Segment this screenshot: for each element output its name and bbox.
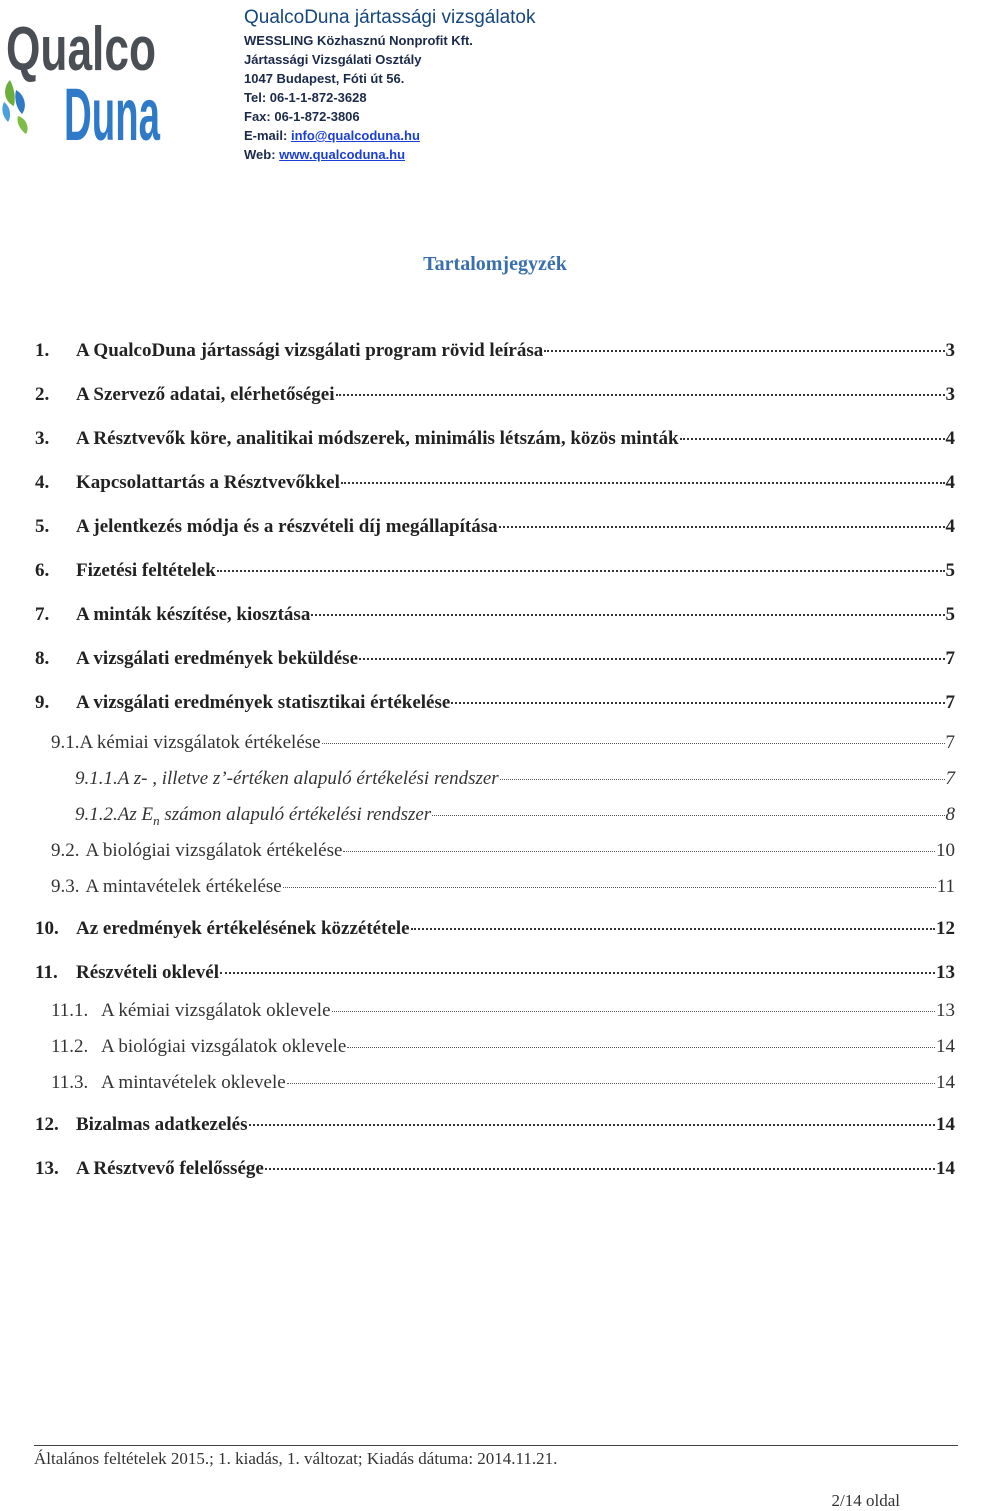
toc-leader	[680, 438, 945, 440]
toc-number: 9.1.2.	[75, 804, 118, 825]
toc-leader	[544, 350, 944, 352]
toc-number: 6.	[35, 560, 50, 581]
toc-number: 9.	[35, 692, 50, 713]
toc-entry-1[interactable]	[35, 340, 955, 362]
toc-text: Részvételi oklevél	[76, 962, 219, 983]
toc-text: Kapcsolattartás a Résztvevőkkel	[76, 472, 340, 493]
toc-entry-11-1[interactable]	[35, 1000, 955, 1022]
header-contact-block	[244, 6, 536, 164]
toc-leader	[432, 815, 944, 816]
department-name: Jártassági Vizsgálati Osztály	[244, 52, 422, 67]
toc-page: 4	[945, 516, 955, 537]
toc-leader	[499, 526, 945, 528]
web-label: Web:	[244, 147, 280, 162]
toc-number: 9.1.1.	[75, 768, 118, 789]
toc-entry-9-1-2[interactable]	[35, 804, 955, 829]
toc-entry-11[interactable]	[35, 962, 955, 984]
toc-text: A vizsgálati eredmények statisztikai értékelése	[76, 692, 451, 713]
toc-text: A Résztvevők köre, analitikai módszerek, minimális létszám, közös minták	[76, 428, 679, 449]
toc-entry-4[interactable]	[35, 472, 955, 494]
logo-text-bottom: Duna	[64, 73, 161, 156]
page-number: 2/14 oldal	[831, 1491, 900, 1510]
toc-number: 11.	[35, 962, 58, 983]
toc-number: 11.1.	[51, 1000, 89, 1021]
toc-entry-9-2[interactable]	[35, 840, 955, 862]
fax: Fax: 06-1-872-3806	[244, 109, 360, 124]
toc-text: A z- , illetve z’-értéken alapuló értékelési rendszer	[117, 768, 499, 789]
toc-entry-9-3[interactable]	[35, 876, 955, 898]
toc-leader	[220, 972, 935, 974]
toc-page: 11	[936, 876, 955, 897]
toc-page: 5	[945, 560, 955, 581]
email-link[interactable]: info@qualcoduna.hu	[290, 128, 420, 143]
toc-number: 5.	[35, 516, 50, 537]
toc-page: 14	[936, 1072, 955, 1093]
toc-entry-9-1-1[interactable]	[35, 768, 955, 790]
toc-text: A minták készítése, kiosztása	[76, 604, 311, 625]
toc-text: A biológiai vizsgálatok oklevele	[101, 1036, 347, 1057]
brand-name: QualcoDuna jártassági vizsgálatok	[244, 7, 536, 28]
toc-entry-3[interactable]	[35, 428, 955, 450]
toc-page: 7	[945, 648, 955, 669]
toc-text-subscript: n	[153, 812, 160, 828]
toc-leader	[359, 658, 944, 660]
toc-entry-13[interactable]	[35, 1158, 955, 1180]
toc-text: A Szervező adatai, elérhetőségei	[76, 384, 335, 405]
toc-text: A mintavételek oklevele	[101, 1072, 286, 1093]
leaf-icon	[2, 80, 27, 134]
toc-text: A vizsgálati eredmények beküldése	[76, 648, 359, 669]
toc-leader	[322, 743, 945, 744]
toc-page: 5	[945, 604, 955, 625]
toc-text-part: Az E	[117, 804, 154, 825]
toc-entry-2[interactable]	[35, 384, 955, 406]
toc-page: 4	[945, 472, 955, 493]
toc-entry-9-1[interactable]	[35, 732, 955, 754]
toc-number: 11.2.	[51, 1036, 89, 1057]
toc-number: 8.	[35, 648, 50, 669]
toc-page: 13	[936, 962, 955, 983]
toc-page: 14	[936, 1114, 955, 1135]
toc-leader	[411, 928, 935, 930]
logo-text-top: Qualco	[6, 15, 156, 84]
toc-text: Az eredmények értékelésének közzététele	[76, 918, 410, 939]
toc-page: 7	[945, 732, 955, 753]
toc-leader	[343, 851, 935, 852]
toc-leader	[336, 394, 945, 396]
toc-page: 7	[945, 692, 955, 713]
toc-text	[118, 804, 431, 829]
organization-name: WESSLING Közhasznú Nonprofit Kft.	[244, 33, 473, 48]
toc-entry-6[interactable]	[35, 560, 955, 582]
toc-page: 14	[936, 1158, 955, 1179]
toc-text: A Résztvevő felelőssége	[76, 1158, 264, 1179]
toc-entry-9[interactable]	[35, 692, 955, 714]
toc-number: 9.3.	[51, 876, 80, 897]
toc-number: 1.	[35, 340, 50, 361]
footer-text: Általános feltételek 2015.; 1. kiadás, 1. változat; Kiadás dátuma: 2014.11.21.	[34, 1449, 558, 1468]
toc-page: 4	[945, 428, 955, 449]
toc-entry-8[interactable]	[35, 648, 955, 670]
toc-entry-11-2[interactable]	[35, 1036, 955, 1058]
toc-page: 8	[945, 804, 955, 825]
toc-title: Tartalomjegyzék	[423, 253, 567, 275]
toc-text: A kémiai vizsgálatok értékelése	[79, 732, 321, 753]
footer-divider	[34, 1445, 958, 1446]
toc-page: 14	[936, 1036, 955, 1057]
toc-leader	[265, 1168, 935, 1170]
toc-number: 2.	[35, 384, 50, 405]
toc-number: 9.1.	[51, 732, 80, 753]
toc-number: 9.2.	[51, 840, 80, 861]
toc-leader	[341, 482, 945, 484]
toc-text-part: számon alapuló értékelési rendszer	[159, 804, 432, 825]
toc-number: 3.	[35, 428, 50, 449]
toc-text: A kémiai vizsgálatok oklevele	[101, 1000, 331, 1021]
qualcoduna-logo	[0, 2, 170, 156]
toc-entry-11-3[interactable]	[35, 1072, 955, 1094]
toc-leader	[451, 702, 944, 704]
telephone: Tel: 06-1-1-872-3628	[244, 90, 367, 105]
toc-entry-7[interactable]	[35, 604, 955, 626]
toc-leader	[500, 779, 945, 780]
toc-leader	[332, 1011, 935, 1012]
toc-entry-12[interactable]	[35, 1114, 955, 1136]
web-link[interactable]: www.qualcoduna.hu	[279, 147, 406, 162]
toc-number: 11.3.	[51, 1072, 89, 1093]
toc-number: 10.	[35, 918, 59, 939]
toc-text: A biológiai vizsgálatok értékelése	[85, 840, 343, 861]
toc-number: 7.	[35, 604, 50, 625]
toc-entry-10[interactable]	[35, 918, 955, 940]
web-line	[244, 145, 536, 164]
toc-page: 10	[936, 840, 955, 861]
toc-text: Bizalmas adatkezelés	[76, 1114, 248, 1135]
email-line	[244, 126, 536, 145]
toc-entry-5[interactable]	[35, 516, 955, 538]
toc-leader	[283, 887, 936, 888]
toc-text: A mintavételek értékelése	[85, 876, 282, 897]
toc-number: 4.	[35, 472, 50, 493]
email-label: E-mail:	[244, 128, 291, 143]
toc-page: 3	[945, 384, 955, 405]
toc-page: 7	[945, 768, 955, 789]
toc-number: 12.	[35, 1114, 59, 1135]
toc-leader	[311, 614, 944, 616]
toc-page: 3	[945, 340, 955, 361]
toc-text: Fizetési feltételek	[76, 560, 216, 581]
toc-leader	[249, 1124, 935, 1126]
toc-page: 12	[936, 918, 955, 939]
toc-page: 13	[936, 1000, 955, 1021]
toc-leader	[217, 570, 945, 572]
toc-number: 13.	[35, 1158, 59, 1179]
toc-leader	[287, 1083, 935, 1084]
toc-text: A jelentkezés módja és a részvételi díj megállapítása	[76, 516, 498, 537]
toc-leader	[347, 1047, 935, 1048]
toc-text: A QualcoDuna jártassági vizsgálati program rövid leírása	[76, 340, 544, 361]
address: 1047 Budapest, Fóti út 56.	[244, 71, 405, 86]
